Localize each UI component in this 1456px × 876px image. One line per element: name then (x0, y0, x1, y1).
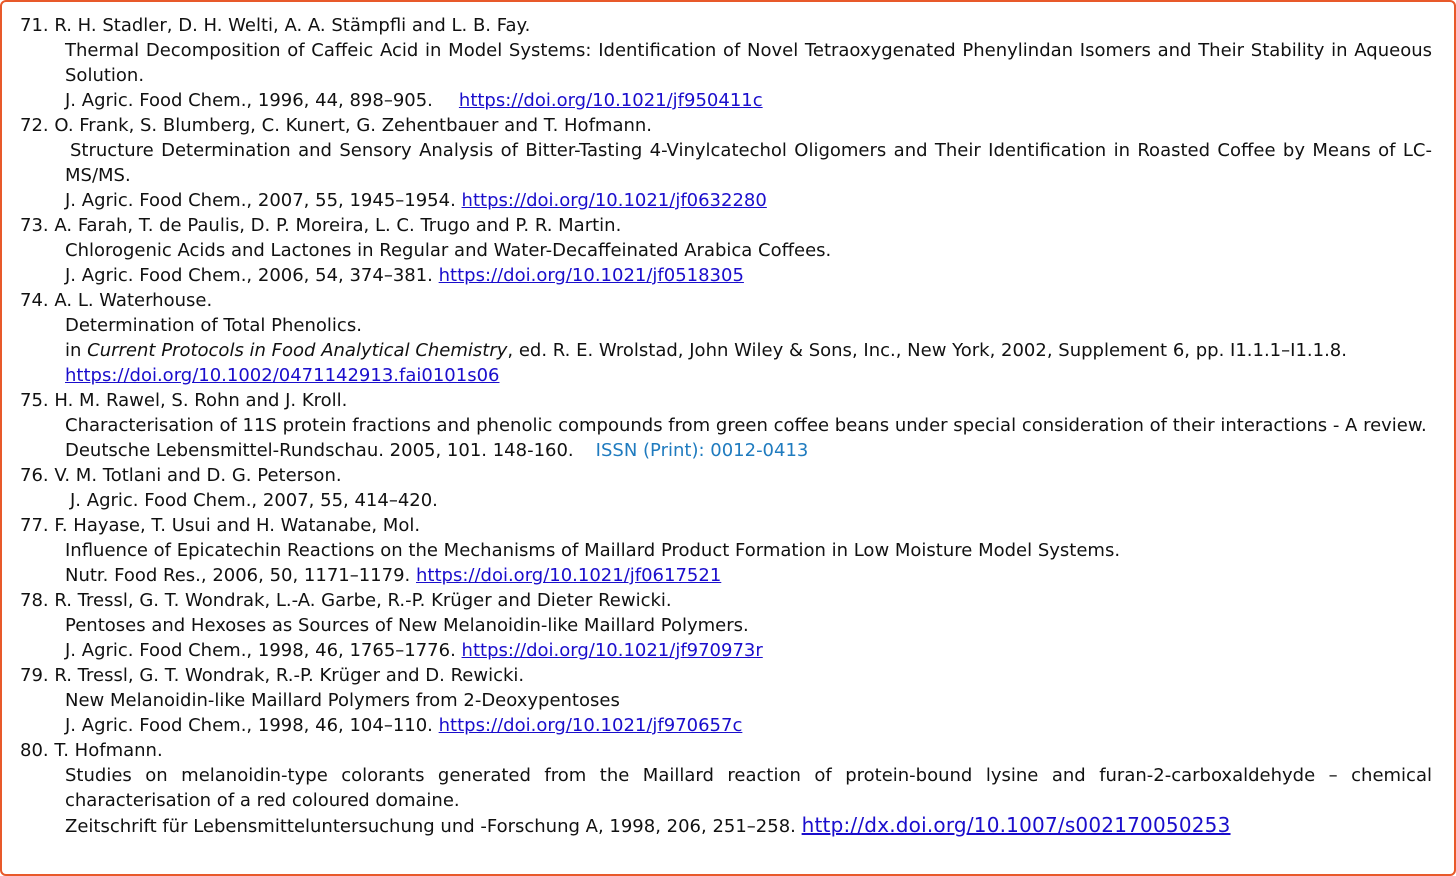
reference-number: 75. (20, 390, 49, 411)
reference-number: 71. (20, 15, 49, 36)
reference-item-76 (20, 463, 1432, 513)
reference-authors: F. Hayase, T. Usui and H. Watanabe, Mol. (54, 515, 421, 536)
reference-title: Studies on melanoidin-type colorants generated from the Maillard reaction of protein-bound lysine and furan-2-carboxaldehyde – chemical characterisation of a red coloured domaine. (65, 765, 1432, 811)
doi-link[interactable]: https://doi.org/10.1021/jf970657c (438, 715, 743, 736)
reference-source: J. Agric. Food Chem., 2006, 54, 374–381. (65, 265, 433, 286)
reference-source-line (20, 713, 1432, 738)
reference-title: Structure Determination and Sensory Analysis of Bitter-Tasting 4-Vinylcatechol Oligomers and Their Identification in Roasted Coffee by Means of LC-MS/MS. (65, 140, 1432, 186)
reference-source: J. Agric. Food Chem., 1996, 44, 898–905. (65, 90, 433, 111)
doi-link[interactable]: https://doi.org/10.1021/jf0518305 (438, 265, 744, 286)
reference-authors: R. Tressl, G. T. Wondrak, R.-P. Krüger and D. Rewicki. (54, 665, 525, 686)
reference-heading (20, 463, 1432, 488)
reference-item-78 (20, 588, 1432, 663)
reference-source: J. Agric. Food Chem., 2007, 55, 414–420. (70, 490, 438, 511)
reference-list (20, 13, 1432, 839)
reference-number: 74. (20, 290, 49, 311)
reference-item-79 (20, 663, 1432, 738)
reference-heading (20, 288, 1432, 313)
reference-source: Zeitschrift für Lebensmitteluntersuchung und -Forschung A, 1998, 206, 251–258. (65, 816, 796, 837)
reference-item-75 (20, 388, 1432, 463)
reference-source-prefix: in (65, 340, 82, 361)
reference-heading (20, 213, 1432, 238)
reference-heading (20, 13, 1432, 38)
reference-source: J. Agric. Food Chem., 1998, 46, 1765–1776. (65, 640, 456, 661)
reference-authors: R. H. Stadler, D. H. Welti, A. A. Stämpfli and L. B. Fay. (54, 15, 531, 36)
reference-heading (20, 388, 1432, 413)
reference-number: 80. (20, 740, 49, 761)
reference-title: Thermal Decomposition of Caffeic Acid in Model Systems: Identification of Novel Tetraoxygenated Phenylindan Isomers and Their Stability in Aqueous Solution. (65, 40, 1432, 86)
reference-number: 77. (20, 515, 49, 536)
reference-title: Influence of Epicatechin Reactions on the Mechanisms of Maillard Product Formation in Low Moisture Model Systems. (65, 540, 1121, 561)
reference-number: 79. (20, 665, 49, 686)
reference-source-line (20, 263, 1432, 288)
reference-heading (20, 588, 1432, 613)
reference-number: 73. (20, 215, 49, 236)
reference-title: Determination of Total Phenolics. (65, 315, 362, 336)
reference-source-line (20, 438, 1432, 463)
reference-authors: A. L. Waterhouse. (54, 290, 213, 311)
reference-item-80 (20, 738, 1432, 839)
reference-authors: V. M. Totlani and D. G. Peterson. (54, 465, 342, 486)
reference-source: Deutsche Lebensmittel-Rundschau. 2005, 101. 148-160. (65, 440, 574, 461)
reference-number: 78. (20, 590, 49, 611)
reference-source-line (20, 638, 1432, 663)
reference-source: J. Agric. Food Chem., 1998, 46, 104–110. (65, 715, 433, 736)
reference-item-72 (20, 113, 1432, 213)
reference-heading (20, 738, 1432, 763)
reference-item-73 (20, 213, 1432, 288)
reference-source: J. Agric. Food Chem., 2007, 55, 1945–1954. (65, 190, 456, 211)
reference-source: Nutr. Food Res., 2006, 50, 1171–1179. (65, 565, 411, 586)
reference-item-77 (20, 513, 1432, 588)
reference-title: Characterisation of 11S protein fractions and phenolic compounds from green coffee beans under special consideration of their interactions - A review. (65, 415, 1427, 436)
reference-source-line (20, 813, 1432, 839)
reference-source-line (20, 88, 1432, 113)
reference-link-line (20, 363, 1432, 388)
reference-source-line (20, 188, 1432, 213)
reference-heading (20, 663, 1432, 688)
reference-number: 76. (20, 465, 49, 486)
doi-link[interactable]: https://doi.org/10.1021/jf0617521 (416, 565, 722, 586)
doi-link[interactable]: https://doi.org/10.1021/jf970973r (461, 640, 763, 661)
reference-item-71 (20, 13, 1432, 113)
reference-authors: O. Frank, S. Blumberg, C. Kunert, G. Zehentbauer and T. Hofmann. (54, 115, 653, 136)
reference-heading (20, 513, 1432, 538)
reference-source: , ed. R. E. Wrolstad, John Wiley & Sons, Inc., New York, 2002, Supplement 6, pp. I1.1.1–I1.1.8. (507, 340, 1347, 361)
reference-authors: A. Farah, T. de Paulis, D. P. Moreira, L. C. Trugo and P. R. Martin. (54, 215, 622, 236)
reference-title: Chlorogenic Acids and Lactones in Regular and Water-Decaffeinated Arabica Coffees. (65, 240, 832, 261)
reference-authors: H. M. Rawel, S. Rohn and J. Kroll. (54, 390, 348, 411)
reference-title: Pentoses and Hexoses as Sources of New Melanoidin-like Maillard Polymers. (65, 615, 749, 636)
doi-link[interactable]: https://doi.org/10.1021/jf0632280 (461, 190, 767, 211)
reference-heading (20, 113, 1432, 138)
reference-book-title: Current Protocols in Food Analytical Chemistry (87, 340, 508, 361)
doi-link[interactable]: http://dx.doi.org/10.1007/s002170050253 (801, 813, 1231, 837)
doi-link[interactable]: https://doi.org/10.1021/jf950411c (458, 90, 763, 111)
reference-title: New Melanoidin-like Maillard Polymers from 2-Deoxypentoses (65, 690, 620, 711)
reference-item-74 (20, 288, 1432, 388)
issn-text: ISSN (Print): 0012-0413 (595, 440, 809, 461)
reference-authors: T. Hofmann. (54, 740, 163, 761)
doi-link[interactable]: https://doi.org/10.1002/0471142913.fai0101s06 (65, 365, 500, 386)
reference-number: 72. (20, 115, 49, 136)
reference-authors: R. Tressl, G. T. Wondrak, L.-A. Garbe, R.-P. Krüger and Dieter Rewicki. (54, 590, 672, 611)
reference-source-line (20, 338, 1432, 363)
reference-source-line (20, 563, 1432, 588)
